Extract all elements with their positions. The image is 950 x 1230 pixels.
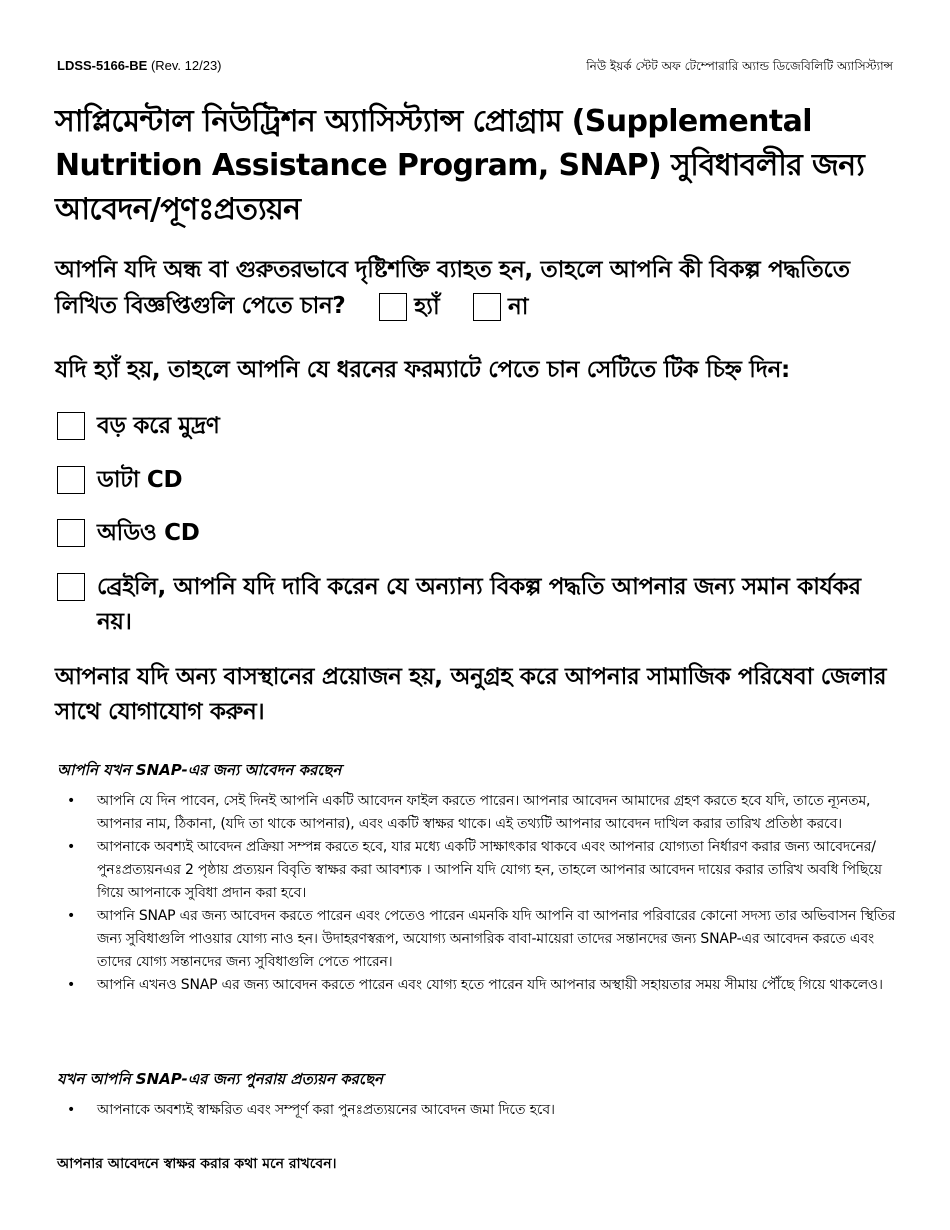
format-option-label: ডাটা CD [97, 467, 183, 493]
no-label: না [508, 293, 529, 320]
list-item: • আপনাকে অবশ্যই স্বাক্ষরিত এবং সম্পূর্ণ করা পুনঃপ্রত্যয়নের আবেদন জমা দিতে হবে। [57, 1099, 897, 1122]
form-code: LDSS-5166-BE [57, 58, 148, 73]
format-option-label: ব্রেইলি, আপনি যদি দাবি করেন যে অন্যান্য বিকল্প পদ্ধতি আপনার জন্য সমান কার্যকর নয়। [97, 574, 861, 635]
yes-label: হ্যাঁ [414, 293, 440, 320]
yes-option [353, 289, 439, 325]
format-option-label: অডিও CD [97, 520, 200, 546]
audio-cd-checkbox[interactable] [57, 519, 85, 547]
format-option-braille [57, 570, 887, 640]
recert-section-list [57, 1099, 897, 1122]
alt-format-question [55, 252, 905, 325]
list-item: • আপনি এখনও SNAP এর জন্য আবেদন করতে পারেন এবং যোগ্য হতে পারেন যদি আপনার অস্থায়ী সহায়তার সময় সীমায় পৌঁছে গিয়ে থাকলেও। [57, 974, 897, 997]
data-cd-checkbox[interactable] [57, 466, 85, 494]
format-option-audio-cd [57, 516, 887, 551]
list-item: • আপনি SNAP এর জন্য আবেদন করতে পারেন এবং পেতেও পারেন এমনকি যদি আপনি বা আপনার পরিবারের কোনো সদস্য তার অভিবাসন স্থিতির জন্য সুবিধাগুলি পাওয়ার যোগ্য নাও হন। উদাহরণস্বরূপ, অযোগ্য অনাগরিক বাবা-মায়েরা তাদের সন্তানদের জন্য SNAP-এর আবেদন করতে এবং তাদের যোগ্য সন্তানদের জন্য সুবিধাগুলি পেতে পারেন। [57, 905, 897, 974]
form-revision: (Rev. 12/23) [150, 58, 222, 73]
no-checkbox[interactable] [473, 293, 501, 321]
form-code-line [57, 58, 222, 73]
braille-checkbox[interactable] [57, 573, 85, 601]
list-item: • আপনাকে অবশ্যই আবেদন প্রক্রিয়া সম্পন্ন করতে হবে, যার মধ্যে একটি সাক্ষাৎকার থাকবে এবং আপনার যোগ্যতা নির্ধারণ করার জন্য আবেদনের/পুনঃপ্রত্যয়নএর 2 পৃষ্ঠায় প্রত্যয়ন বিবৃতি স্বাক্ষর করা আবশ্যক । আপনি যদি যোগ্য হন, তাহলে আপনার আবেদন দায়ের করার তারিখ অবধি পিছিয়ে গিয়ে আপনাকে সুবিধা প্রদান করা হবে। [57, 836, 897, 905]
format-option-large-print [57, 409, 887, 444]
format-option-label: বড় করে মুদ্রণ [97, 413, 220, 439]
page-title: সাপ্লিমেন্টাল নিউট্রিশন অ্যাসিস্ট্যান্স প্রোগ্রাম (Supplemental Nutrition Assistance Program, SNAP) সুবিধাবলীর জন্য আবেদন/পূণঃপ্রত্যয়ন [55, 104, 865, 227]
format-option-data-cd [57, 463, 887, 498]
agency-name: নিউ ইয়র্ক স্টেট অফ টেম্পোরারি অ্যান্ড ডিজেবিলিটি অ্যাসিস্ট্যান্স [586, 59, 893, 73]
applying-section-list [57, 790, 897, 997]
large-print-checkbox[interactable] [57, 412, 85, 440]
applying-section-heading: আপনি যখন SNAP-এর জন্য আবেদন করছেন [57, 761, 342, 779]
no-option [447, 289, 528, 325]
format-prompt: যদি হ্যাঁ হয়, তাহলে আপনি যে ধরনের ফরম্যাটে পেতে চান সেটিতে টিক চিহ্ন দিন: [55, 357, 790, 383]
yes-checkbox[interactable] [379, 293, 407, 321]
recert-section-heading: যখন আপনি SNAP-এর জন্য পুনরায় প্রত্যয়ন করছেন [57, 1070, 383, 1088]
accommodation-note: আপনার যদি অন্য বাসস্থানের প্রয়োজন হয়, অনুগ্রহ করে আপনার সামাজিক পরিষেবা জেলার সাথে যোগাযোগ করুন। [55, 664, 887, 725]
signature-reminder: আপনার আবেদনে স্বাক্ষর করার কথা মনে রাখবেন। [57, 1156, 337, 1172]
list-item: • আপনি যে দিন পাবেন, সেই দিনই আপনি একটি আবেদন ফাইল করতে পারেন। আপনার আবেদন আমাদের গ্রহণ করতে হবে যদি, তাতে ন্যূনতম, আপনার নাম, ঠিকানা, (যদি তা থাকে আপনার), এবং একটি স্বাক্ষর থাকে। এই তথ্যটি আপনার আবেদন দাখিল করার তারিখ প্রতিষ্ঠা করবে। [57, 790, 897, 836]
alt-format-question-text: আপনি যদি অন্ধ বা গুরুতরভাবে দৃষ্টিশক্তি ব্যাহত হন, তাহলে আপনি কী বিকল্প পদ্ধতিতে লিখিত বিজ্ঞপ্তিগুলি পেতে চান? [55, 257, 850, 319]
